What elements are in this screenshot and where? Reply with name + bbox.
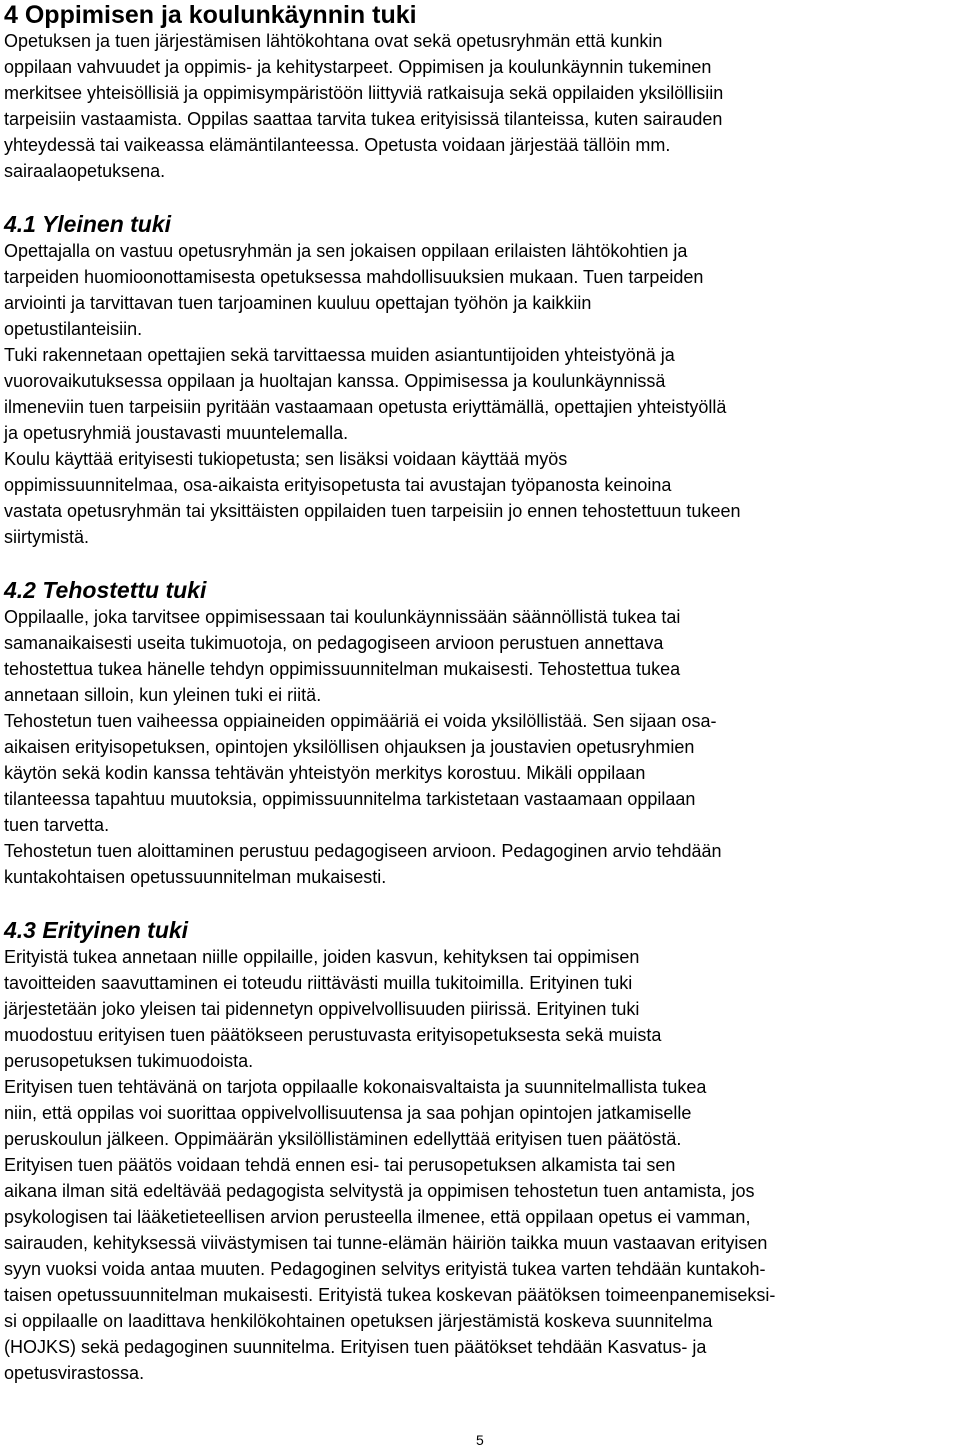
section-erityinen-tuki: [4, 916, 954, 1386]
text-line: Opetuksen ja tuen järjestämisen lähtökohtana ovat sekä opetusryhmän että kunkin: [4, 31, 663, 51]
text-line: arviointi ja tarvittavan tuen tarjoaminen kuuluu opettajan työhön ja kaikkiin: [4, 293, 592, 313]
text-line: käytön sekä kodin kanssa tehtävän yhteistyön merkitys korostuu. Mikäli oppilaan: [4, 763, 646, 783]
text-line: Tehostetun tuen aloittaminen perustuu pedagogiseen arvioon. Pedagoginen arvio tehdään: [4, 841, 722, 861]
text-line: taisen opetussuunnitelman mukaisesti. Erityistä tukea koskevan päätöksen toimeenpanemiseksi-: [4, 1285, 776, 1305]
text-line: ja opetusryhmiä joustavasti muuntelemalla.: [4, 423, 349, 443]
text-line: aikaisen erityisopetuksen, opintojen yksilöllisen ohjauksen ja joustavien opetusryhmien: [4, 737, 695, 757]
section-spacer: [4, 550, 954, 576]
text-line: kuntakohtaisen opetussuunnitelman mukaisesti.: [4, 867, 387, 887]
text-line: tehostettua tukea hänelle tehdyn oppimissuunnitelman mukaisesti. Tehostettua tukea: [4, 659, 681, 679]
text-line: perusopetuksen tukimuodoista.: [4, 1051, 254, 1071]
section-tehostettu-tuki: [4, 576, 954, 890]
text-line: (HOJKS) sekä pedagoginen suunnitelma. Erityisen tuen päätökset tehdään Kasvatus- ja: [4, 1337, 707, 1357]
text-line: muodostuu erityisen tuen päätökseen perustuvasta erityisopetuksesta sekä muista: [4, 1025, 662, 1045]
text-line: järjestetään joko yleisen tai pidennetyn oppivelvollisuuden piirissä. Erityinen tuki: [4, 999, 640, 1019]
text-line: Erityisen tuen päätös voidaan tehdä ennen esi- tai perusopetuksen alkamista tai sen: [4, 1155, 676, 1175]
text-line: tarpeisiin vastaamista. Oppilas saattaa tarvita tukea erityisissä tilanteissa, kuten sairauden: [4, 109, 723, 129]
text-line: Oppilaalle, joka tarvitsee oppimisessaan tai koulunkäynnissään säännöllistä tukea tai: [4, 607, 681, 627]
text-line: tarpeiden huomioonottamisesta opetuksessa mahdollisuuksien mukaan. Tuen tarpeiden: [4, 267, 704, 287]
page-heading: 4 Oppimisen ja koulunkäynnin tuki: [4, 1, 417, 29]
text-line: niin, että oppilas voi suorittaa oppivelvollisuutensa ja saa pohjan opintojen jatkamiselle: [4, 1103, 692, 1123]
text-line: si oppilaalle on laadittava henkilökohtainen opetuksen järjestämistä koskeva suunnitelma: [4, 1311, 713, 1331]
text-line: tavoitteiden saavuttaminen ei toteudu riittävästi muilla tukitoimilla. Erityinen tuki: [4, 973, 633, 993]
text-line: oppimissuunnitelmaa, osa-aikaista erityisopetusta tai avustajan työpanosta keinoina: [4, 475, 672, 495]
section-heading: 4.1 Yleinen tuki: [4, 211, 172, 237]
page-number: 5: [476, 1432, 484, 1448]
text-line: vastata opetusryhmän tai yksittäisten oppilaiden tuen tarpeisiin jo ennen tehostettuun tukeen: [4, 501, 741, 521]
text-line: aikana ilman sitä edeltävää pedagogista selvitystä ja oppimisen tehostetun tuen antamista, jos: [4, 1181, 755, 1201]
section-heading: 4.3 Erityinen tuki: [4, 917, 189, 943]
text-line: oppilaan vahvuudet ja oppimis- ja kehitystarpeet. Oppimisen ja koulunkäynnin tukeminen: [4, 57, 712, 77]
text-line: Tehostetun tuen vaiheessa oppiaineiden oppimääriä ei voida yksilöllistää. Sen sijaan osa-: [4, 711, 717, 731]
text-line: peruskoulun jälkeen. Oppimäärän yksilöllistäminen edellyttää erityisen tuen päätöstä.: [4, 1129, 682, 1149]
text-line: tuen tarvetta.: [4, 815, 110, 835]
text-line: siirtymistä.: [4, 527, 89, 547]
document-page: [4, 0, 954, 1386]
text-line: sairaalaopetuksena.: [4, 161, 166, 181]
section-yleinen-tuki: [4, 210, 954, 550]
text-line: yhteydessä tai vaikeassa elämäntilanteessa. Opetusta voidaan järjestää tällöin mm.: [4, 135, 671, 155]
section-heading: 4.2 Tehostettu tuki: [4, 577, 207, 603]
text-line: syyn vuoksi voida antaa muuten. Pedagoginen selvitys erityistä tukea varten tehdään kuntakoh-: [4, 1259, 766, 1279]
text-line: Erityisen tuen tehtävänä on tarjota oppilaalle kokonaisvaltaista ja suunnitelmallista tukea: [4, 1077, 707, 1097]
text-line: Tuki rakennetaan opettajien sekä tarvittaessa muiden asiantuntijoiden yhteistyönä ja: [4, 345, 675, 365]
text-line: merkitsee yhteisöllisiä ja oppimisympäristöön liittyviä ratkaisuja sekä oppilaiden yksilöllisiin: [4, 83, 724, 103]
intro-paragraph: [4, 28, 954, 184]
section-spacer: [4, 890, 954, 916]
section-spacer: [4, 184, 954, 210]
text-line: Opettajalla on vastuu opetusryhmän ja sen jokaisen oppilaan erilaisten lähtökohtien ja: [4, 241, 688, 261]
text-line: tilanteessa tapahtuu muutoksia, oppimissuunnitelma tarkistetaan vastaamaan oppilaan: [4, 789, 696, 809]
text-line: samanaikaisesti useita tukimuotoja, on pedagogiseen arvioon perustuen annettava: [4, 633, 664, 653]
text-line: ilmeneviin tuen tarpeisiin pyritään vastaamaan opetusta eriyttämällä, opettajien yhteistyöllä: [4, 397, 727, 417]
text-line: Erityistä tukea annetaan niille oppilaille, joiden kasvun, kehityksen tai oppimisen: [4, 947, 640, 967]
text-line: vuorovaikutuksessa oppilaan ja huoltajan kanssa. Oppimisessa ja koulunkäynnissä: [4, 371, 666, 391]
text-line: Koulu käyttää erityisesti tukiopetusta; sen lisäksi voidaan käyttää myös: [4, 449, 568, 469]
text-line: opetustilanteisiin.: [4, 319, 143, 339]
text-line: opetusvirastossa.: [4, 1363, 145, 1383]
text-line: sairauden, kehityksessä viivästymisen tai tunne-elämän häiriön taikka muun vastaavan erityisen: [4, 1233, 768, 1253]
text-line: psykologisen tai lääketieteellisen arvion perusteella ilmenee, että oppilaan opetus ei vamman,: [4, 1207, 751, 1227]
text-line: annetaan silloin, kun yleinen tuki ei riitä.: [4, 685, 322, 705]
